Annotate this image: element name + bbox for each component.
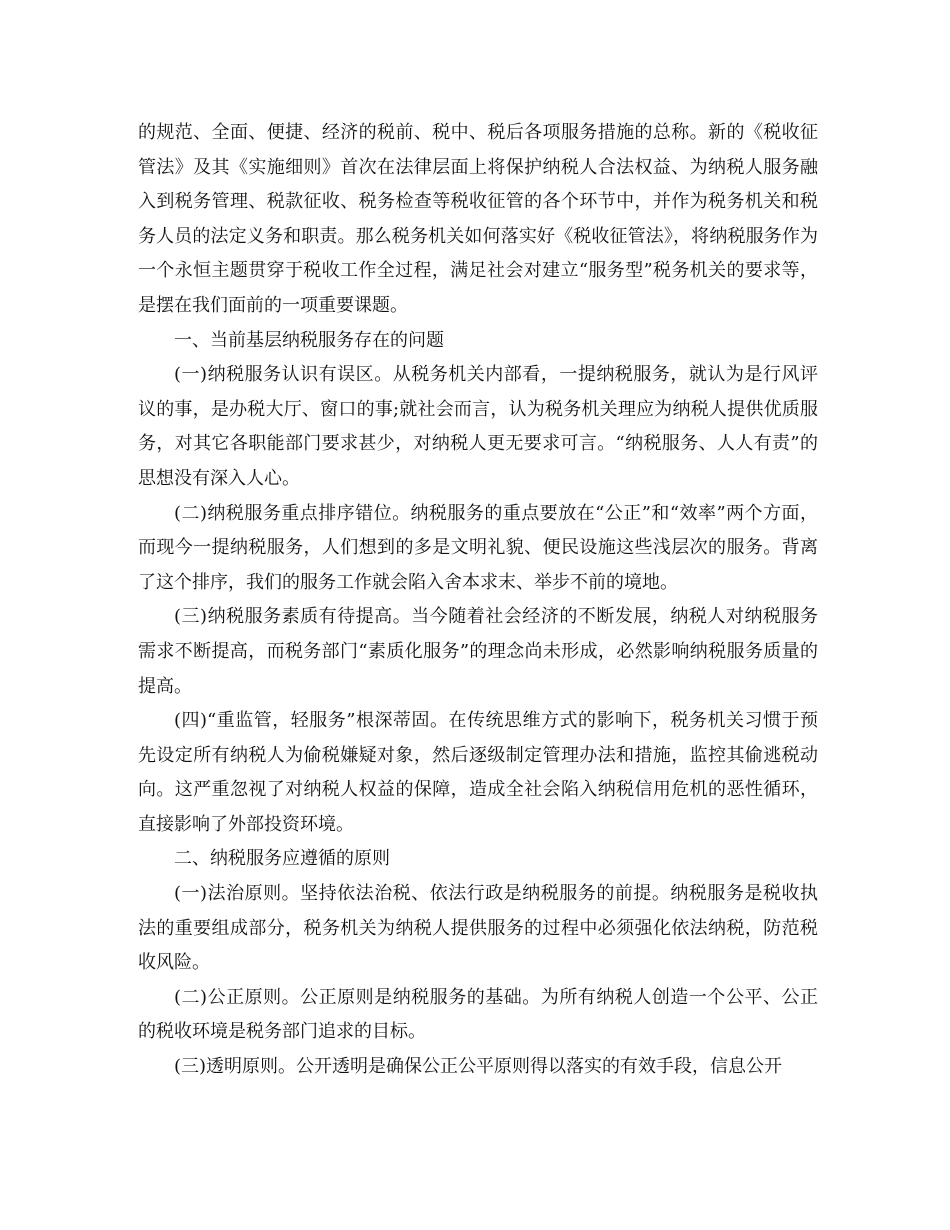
section-heading-1: 一、当前基层纳税服务存在的问题 xyxy=(174,329,444,351)
paragraph-2-2: (二)公正原则。公正原则是纳税服务的基础。为所有纳税人创造一个公平、公正的税收环境是税务部门追求的目标。 xyxy=(138,986,818,1043)
paragraph-1-1: (一)纳税服务认识有误区。从税务机关内部看，一提纳税服务，就认为是行风评议的事，是办税大厅、窗口的事;就社会而言，认为税务机关理应为纳税人提供优质服务，对其它各职能部门要求甚少，对纳税人更无要求可言。“纳税服务、人人有责”的思想没有深入人心。 xyxy=(138,364,818,489)
paragraph-1-3: (三)纳税服务素质有待提高。当今随着社会经济的不断发展，纳税人对纳税服务需求不断提高，而税务部门“素质化服务”的理念尚未形成，必然影响纳税服务质量的提高。 xyxy=(138,606,818,697)
paragraph-1-2: (二)纳税服务重点排序错位。纳税服务的重点要放在“公正”和“效率”两个方面，而现今一提纳税服务，人们想到的多是文明礼貌、便民设施这些浅层次的服务。背离了这个排序，我们的服务工作就会陷入舍本求末、举步不前的境地。 xyxy=(138,502,818,593)
paragraph-continuation: 的规范、全面、便捷、经济的税前、税中、税后各项服务措施的总称。新的《税收征管法》及其《实施细则》首次在法律层面上将保护纳税人合法权益、为纳税人服务融入到税务管理、税款征收、税务检查等税收征管的各个环节中，并作为税务机关和税务人员的法定义务和职责。那么税务机关如何落实好《税收征管法》，将纳税服务作为一个永恒主题贯穿于税收工作全过程，满足社会对建立“服务型”税务机关的要求等，是摆在我们面前的一项重要课题。 xyxy=(138,122,818,316)
paragraph-2-3: (三)透明原则。公开透明是确保公正公平原则得以落实的有效手段，信息公开 xyxy=(174,1056,783,1078)
paragraph-2-1: (一)法治原则。坚持依法治税、依法行政是纳税服务的前提。纳税服务是税收执法的重要组成部分，税务机关为纳税人提供服务的过程中必须强化依法纳税，防范税收风险。 xyxy=(138,883,818,974)
section-heading-2: 二、纳税服务应遵循的原则 xyxy=(174,848,390,870)
document-body xyxy=(138,116,818,1085)
paragraph-1-4: (四)“重监管，轻服务”根深蒂固。在传统思维方式的影响下，税务机关习惯于预先设定所有纳税人为偷税嫌疑对象，然后逐级制定管理办法和措施，监控其偷逃税动向。这严重忽视了对纳税人权益的保障，造成全社会陷入纳税信用危机的恶性循环，直接影响了外部投资环境。 xyxy=(138,710,818,835)
